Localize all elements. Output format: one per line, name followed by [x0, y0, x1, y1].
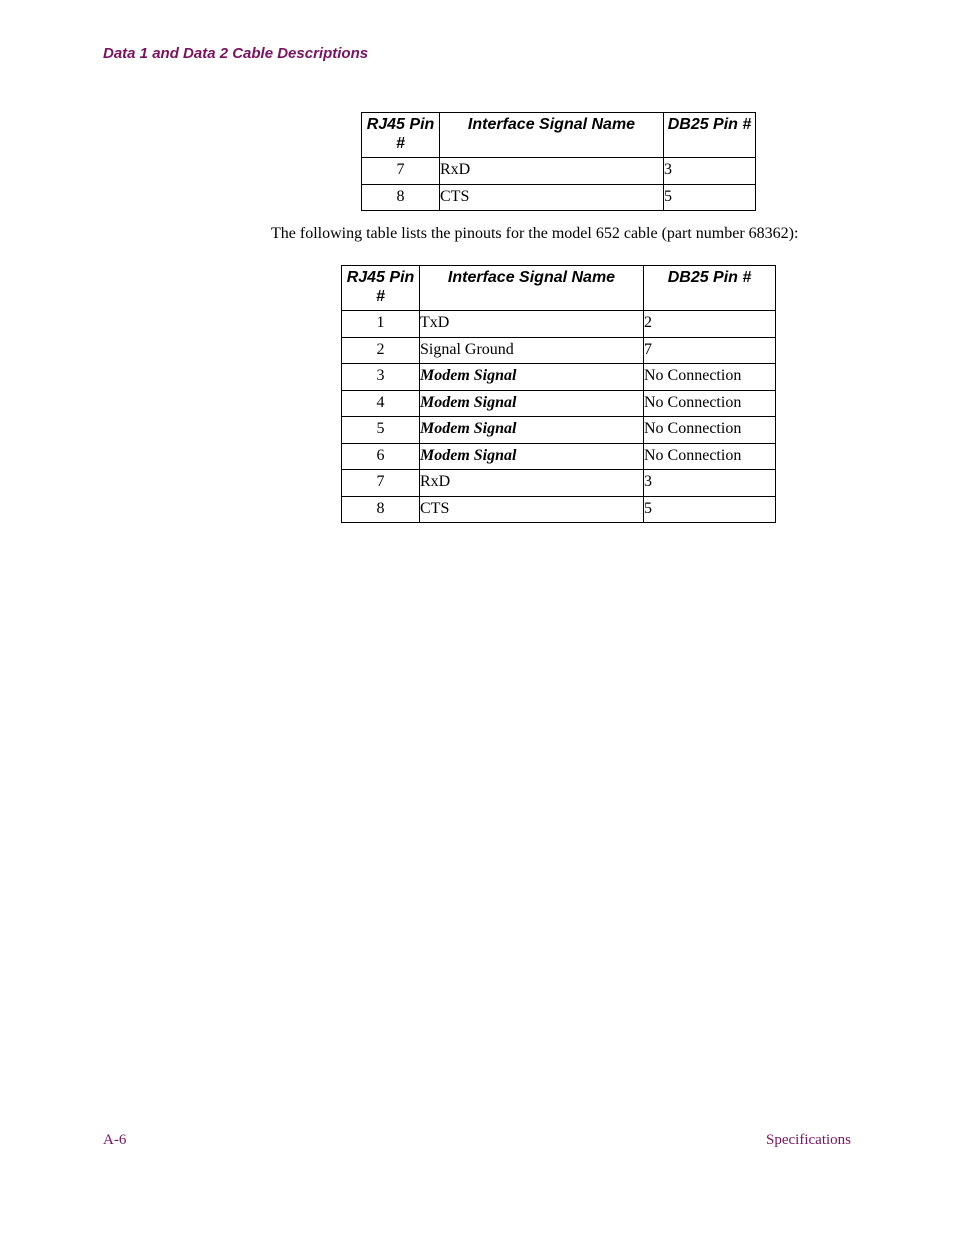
table-row [362, 184, 756, 211]
rj45-pin-cell: 2 [342, 337, 420, 364]
signal-name-cell: Modem Signal [420, 364, 644, 391]
db25-pin-cell: No Connection [644, 364, 776, 391]
table-row [342, 470, 776, 497]
rj45-pin-cell: 5 [342, 417, 420, 444]
rj45-pin-cell: 4 [342, 390, 420, 417]
rj45-pin-cell: 7 [362, 158, 440, 185]
db25-pin-cell: No Connection [644, 417, 776, 444]
db25-pin-cell: 3 [664, 158, 756, 185]
running-header: Data 1 and Data 2 Cable Descriptions [103, 45, 369, 62]
table-row [342, 311, 776, 338]
table-header-row [362, 113, 756, 158]
signal-name-cell: RxD [420, 470, 644, 497]
db25-pin-cell: No Connection [644, 443, 776, 470]
db25-pin-cell: 7 [644, 337, 776, 364]
section-name: Specifications [766, 1132, 851, 1148]
page-number: A-6 [103, 1132, 127, 1148]
column-header-rj45-pin: RJ45 Pin # [362, 113, 440, 158]
intro-paragraph: The following table lists the pinouts for the model 652 cable (part number 68362): [271, 225, 799, 242]
pinout-table-652-cable [341, 265, 776, 523]
table-header-row [342, 266, 776, 311]
column-header-rj45-pin: RJ45 Pin # [342, 266, 420, 311]
column-header-signal-name: Interface Signal Name [420, 266, 644, 311]
rj45-pin-cell: 8 [342, 496, 420, 523]
column-header-db25-pin: DB25 Pin # [664, 113, 756, 158]
table-row [342, 496, 776, 523]
table-row [342, 390, 776, 417]
pinout-table-1 [361, 112, 756, 211]
rj45-pin-cell: 3 [342, 364, 420, 391]
db25-pin-cell: 5 [644, 496, 776, 523]
signal-name-cell: Modem Signal [420, 390, 644, 417]
signal-name-cell: Modem Signal [420, 417, 644, 444]
rj45-pin-cell: 7 [342, 470, 420, 497]
db25-pin-cell: No Connection [644, 390, 776, 417]
table-row [342, 364, 776, 391]
column-header-signal-name: Interface Signal Name [440, 113, 664, 158]
rj45-pin-cell: 6 [342, 443, 420, 470]
rj45-pin-cell: 8 [362, 184, 440, 211]
db25-pin-cell: 2 [644, 311, 776, 338]
signal-name-cell: TxD [420, 311, 644, 338]
table-row [342, 417, 776, 444]
rj45-pin-cell: 1 [342, 311, 420, 338]
column-header-db25-pin: DB25 Pin # [644, 266, 776, 311]
signal-name-cell: RxD [440, 158, 664, 185]
signal-name-cell: Modem Signal [420, 443, 644, 470]
signal-name-cell: Signal Ground [420, 337, 644, 364]
table-row [362, 158, 756, 185]
db25-pin-cell: 5 [664, 184, 756, 211]
db25-pin-cell: 3 [644, 470, 776, 497]
signal-name-cell: CTS [420, 496, 644, 523]
table-row [342, 443, 776, 470]
signal-name-cell: CTS [440, 184, 664, 211]
table-row [342, 337, 776, 364]
